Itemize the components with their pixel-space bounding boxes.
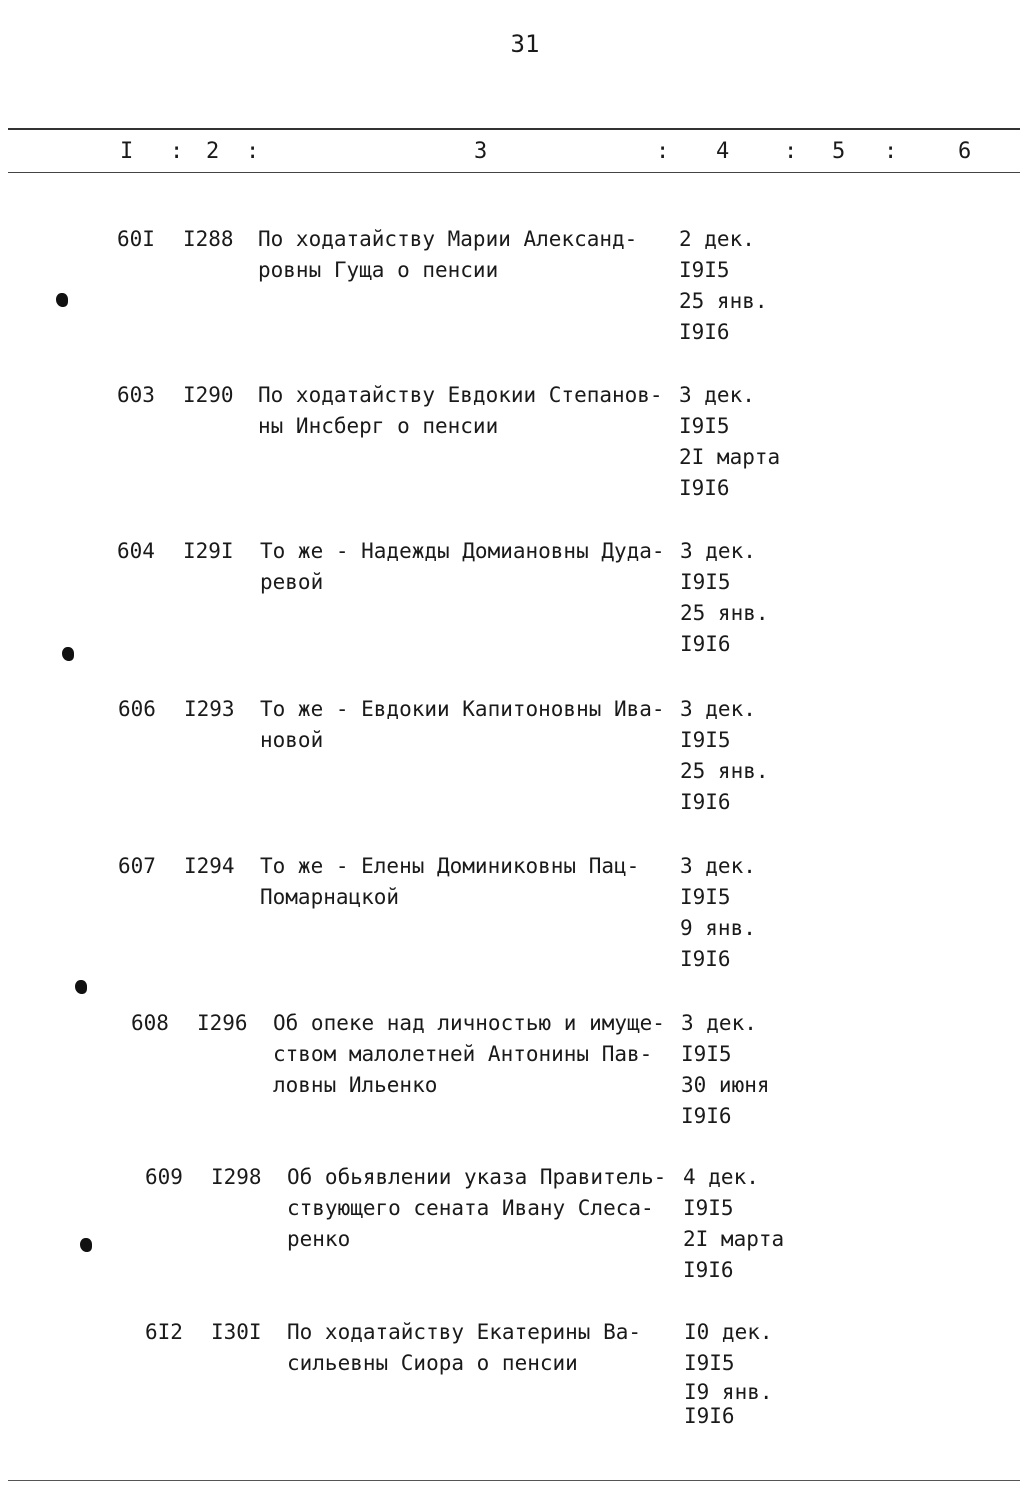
date-line: I9I6 (681, 1104, 732, 1128)
entry-title (287, 1162, 707, 1255)
date-line: 2 дек. (679, 227, 755, 251)
entry-number: 609 (145, 1165, 183, 1189)
entry-number: 6I2 (145, 1320, 183, 1344)
file-number: I298 (211, 1165, 262, 1189)
date-line: I9I5 (679, 258, 730, 282)
date-line: 2I марта (683, 1227, 785, 1251)
date-line: 9 янв. (680, 916, 756, 940)
date-line: I9I5 (680, 728, 731, 752)
page-number: 31 (510, 30, 540, 58)
column-4-header: 4 (716, 139, 730, 164)
title-line: ловны Ильенко (273, 1073, 438, 1097)
entry-number: 60I (117, 227, 155, 251)
footer-rule (8, 1480, 1020, 1481)
entry-number: 603 (117, 383, 155, 407)
file-number: I294 (184, 854, 235, 878)
binder-hole-mark (75, 980, 87, 994)
title-line: ствующего сената Ивану Слеса- (287, 1196, 654, 1220)
column-separator: : (170, 139, 184, 164)
entry-dates (680, 851, 756, 975)
file-number: I29I (183, 539, 234, 563)
date-line: 3 дек. (680, 854, 756, 878)
entry-number: 606 (118, 697, 156, 721)
title-line: То же - Надежды Домиановны Дуда- (260, 539, 665, 563)
date-line: I9I5 (680, 570, 731, 594)
column-3-header: 3 (474, 139, 488, 164)
file-number: I296 (197, 1011, 248, 1035)
title-line: По ходатайству Екатерины Ва- (287, 1320, 642, 1344)
title-line: Об обьявлении указа Правитель- (287, 1165, 667, 1189)
date-line: I9I6 (680, 632, 731, 656)
binder-hole-mark (80, 1238, 92, 1252)
date-line: I0 дек. (684, 1320, 773, 1344)
entry-dates (683, 1162, 784, 1286)
title-line: сильевны Сиора о пенсии (287, 1351, 578, 1375)
date-line: I9I6 (680, 947, 731, 971)
entry-title (258, 224, 678, 286)
binder-hole-mark (62, 647, 74, 661)
title-line: ренко (287, 1227, 351, 1251)
entry-number: 604 (117, 539, 155, 563)
file-number: I290 (183, 383, 234, 407)
title-line: новой (260, 728, 324, 752)
date-line: I9I6 (680, 790, 731, 814)
title-line: По ходатайству Евдокии Степанов- (258, 383, 663, 407)
title-line: По ходатайству Марии Александ- (258, 227, 638, 251)
date-line: I9 янв. (684, 1380, 773, 1404)
date-line: 4 дек. (683, 1165, 759, 1189)
column-header (0, 139, 1024, 169)
column-separator: : (884, 139, 898, 164)
entry-dates (679, 380, 780, 504)
date-line: I9I6 (679, 476, 730, 500)
title-line: ны Инсберг о пенсии (258, 414, 499, 438)
column-separator: : (246, 139, 260, 164)
title-line: Об опеке над личностью и имуще- (273, 1011, 665, 1035)
date-line: 2I марта (679, 445, 781, 469)
date-line: I9I6 (683, 1258, 734, 1282)
entry-title (260, 536, 680, 598)
entry-dates (679, 224, 768, 348)
date-line: 3 дек. (679, 383, 755, 407)
column-1-header: I (120, 139, 134, 164)
column-separator: : (656, 139, 670, 164)
file-number: I293 (184, 697, 235, 721)
date-line: I9I6 (684, 1404, 735, 1428)
entry-number: 608 (131, 1011, 169, 1035)
file-number: I30I (211, 1320, 262, 1344)
date-line: 3 дек. (681, 1011, 757, 1035)
entry-dates (680, 536, 769, 660)
date-line: 25 янв. (680, 759, 769, 783)
file-number: I288 (183, 227, 234, 251)
entry-title (287, 1317, 707, 1379)
title-line: ством малолетней Антонины Пав- (273, 1042, 653, 1066)
date-line: I9I5 (684, 1351, 735, 1375)
entry-number: 607 (118, 854, 156, 878)
title-line: ровны Гуща о пенсии (258, 258, 499, 282)
title-line: ревой (260, 570, 324, 594)
column-2-header: 2 (206, 139, 220, 164)
date-line: 30 июня (681, 1073, 770, 1097)
column-separator: : (784, 139, 798, 164)
date-line: I9I5 (679, 414, 730, 438)
column-6-header: 6 (958, 139, 972, 164)
date-line: I9I5 (680, 885, 731, 909)
title-line: Помарнацкой (260, 885, 400, 909)
date-line: I9I6 (679, 320, 730, 344)
date-line: 3 дек. (680, 539, 756, 563)
entry-dates (684, 1317, 773, 1426)
entry-title (258, 380, 678, 442)
entry-title (260, 694, 680, 756)
entry-dates (681, 1008, 770, 1132)
title-line: То же - Елены Доминиковны Пац- (260, 854, 640, 878)
entry-title (273, 1008, 693, 1101)
title-line: То же - Евдокии Капитоновны Ива- (260, 697, 665, 721)
date-line: 3 дек. (680, 697, 756, 721)
entry-dates (680, 694, 769, 818)
date-line: 25 янв. (679, 289, 768, 313)
header-bottom-rule (8, 172, 1020, 173)
date-line: 25 янв. (680, 601, 769, 625)
entry-title (260, 851, 680, 913)
date-line: I9I5 (683, 1196, 734, 1220)
header-top-rule (8, 128, 1020, 130)
column-5-header: 5 (832, 139, 846, 164)
binder-hole-mark (56, 293, 68, 307)
date-line: I9I5 (681, 1042, 732, 1066)
